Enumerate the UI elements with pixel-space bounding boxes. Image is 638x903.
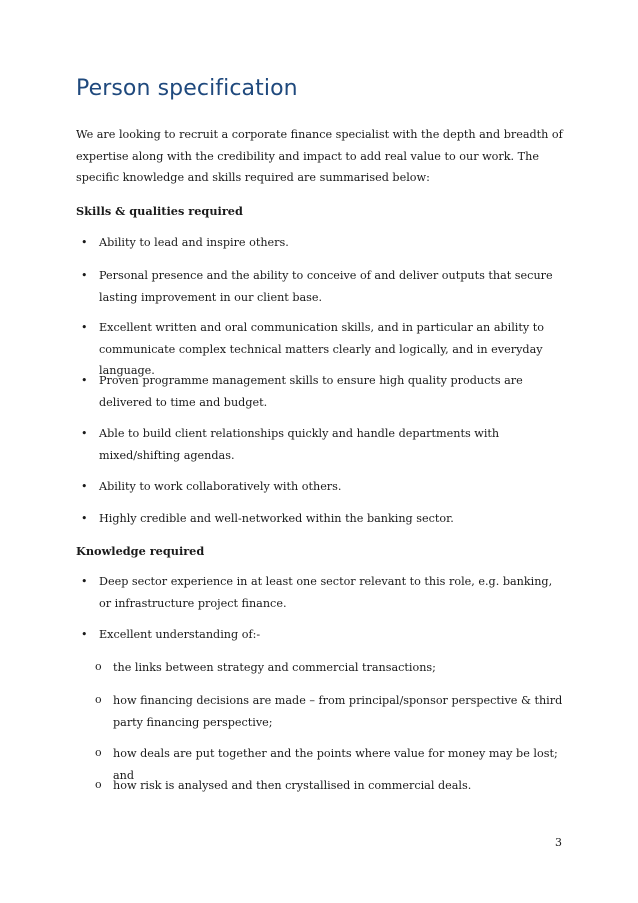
bullet-icon: • — [81, 427, 88, 440]
list-item: • Highly credible and well-networked within the banking sector. — [76, 508, 566, 530]
bullet-icon: • — [81, 575, 88, 588]
bullet-icon: • — [81, 628, 88, 641]
circle-bullet-icon: o — [95, 778, 102, 791]
list-item: • Ability to lead and inspire others. — [76, 232, 566, 254]
sub-list-item: o how risk is analysed and then crystallised in commercial deals. — [95, 775, 565, 797]
list-item: • Excellent written and oral communication skills, and in particular an ability to communicate complex technical matters clearly and logically, and in everyday language. — [76, 317, 566, 382]
bullet-icon: • — [81, 512, 88, 525]
bullet-icon: • — [81, 480, 88, 493]
list-item: • Deep sector experience in at least one sector relevant to this role, e.g. banking, or infrastructure project finance. — [76, 571, 566, 614]
list-item: • Excellent understanding of:- — [76, 624, 566, 646]
bullet-icon: • — [81, 321, 88, 334]
sub-list-item: o the links between strategy and commercial transactions; — [95, 657, 565, 679]
list-item: • Proven programme management skills to ensure high quality products are delivered to time and budget. — [76, 370, 566, 413]
bullet-icon: • — [81, 236, 88, 249]
intro-paragraph: We are looking to recruit a corporate finance specialist with the depth and breadth of expertise along with the credibility and impact to add real value to our work. The specific knowledge and skills required are summarised below: — [76, 128, 563, 184]
knowledge-heading: Knowledge required — [76, 544, 205, 558]
skills-heading: Skills & qualities required — [76, 204, 243, 218]
list-item: • Personal presence and the ability to conceive of and deliver outputs that secure lasting improvement in our client base. — [76, 265, 566, 308]
bullet-icon: • — [81, 269, 88, 282]
bullet-icon: • — [81, 374, 88, 387]
list-item: • Ability to work collaboratively with others. — [76, 476, 566, 498]
circle-bullet-icon: o — [95, 746, 102, 759]
page-title: Person specification — [76, 76, 298, 101]
circle-bullet-icon: o — [95, 660, 102, 673]
list-item: • Able to build client relationships quickly and handle departments with mixed/shifting agendas. — [76, 423, 566, 466]
sub-list-item: o how deals are put together and the points where value for money may be lost; and — [95, 743, 565, 786]
sub-list-item: o how financing decisions are made – from principal/sponsor perspective & third party financing perspective; — [95, 690, 565, 733]
page-number: 3 — [555, 836, 562, 849]
circle-bullet-icon: o — [95, 693, 102, 706]
